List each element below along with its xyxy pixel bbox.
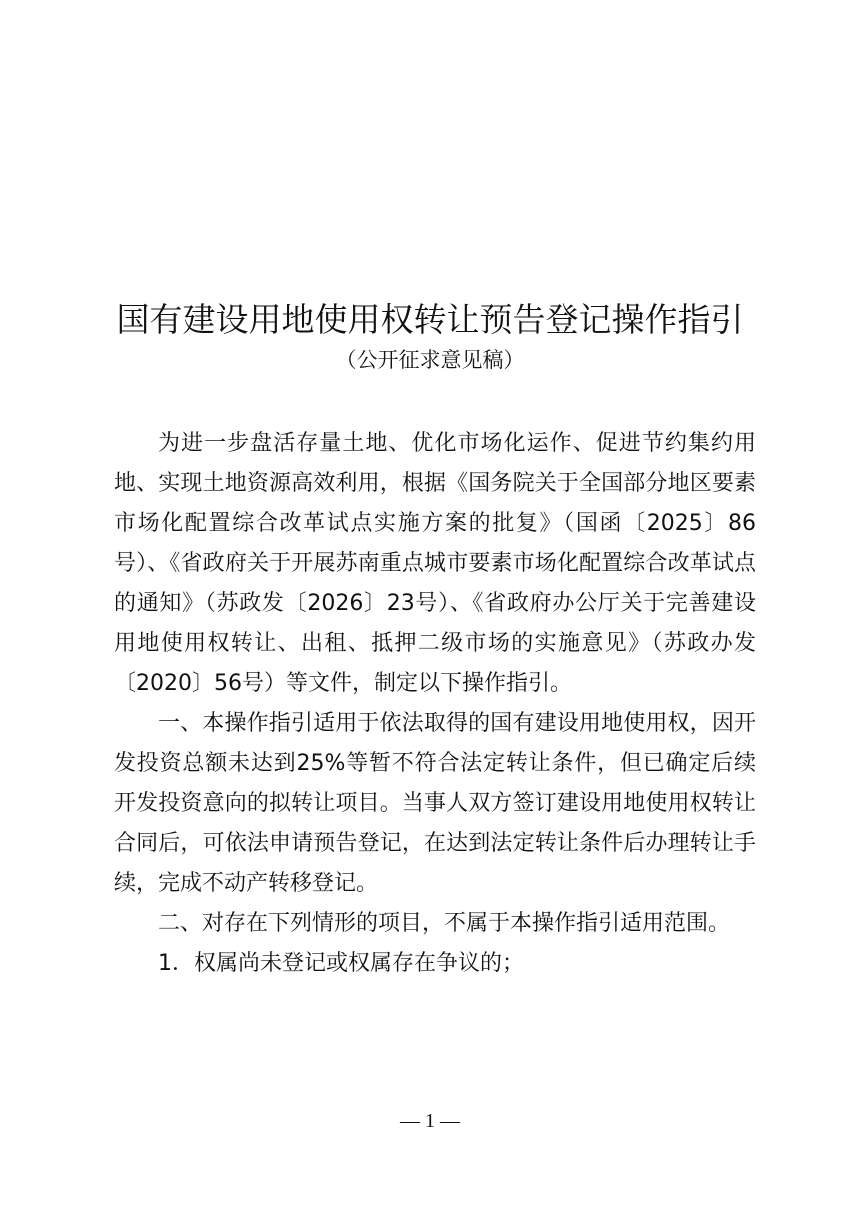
document-title: 国有建设用地使用权转让预告登记操作指引 — [116, 300, 744, 339]
paragraph-article-2: 二、对存在下列情形的项目，不属于本操作指引适用范围。 — [158, 911, 731, 936]
page-number: — 1 — — [400, 1110, 460, 1132]
document-subtitle: （公开征求意见稿） — [335, 348, 525, 372]
paragraph-preamble: 为进一步盘活存量土地、优化市场化运作、促进节约集约用地、实现土地资源高效利用，根据《国务院关于全国部分地区要素市场化配置综合改革试点实施方案的批复》（国函〔2025〕86号）、《省政府关于开展苏南重点城市要素市场化配置综合改革试点的通知》（苏政发〔2026〕23号）、《省政府办公厅关于完善建设用地使用权转让、出租、抵押二级市场的实施意见》（苏政办发〔2020〕56号）等文件，制定以下操作指引。 — [114, 431, 757, 696]
paragraph-article-1: 一、本操作指引适用于依法取得的国有建设用地使用权，因开发投资总额未达到25%等暂不符合法定转让条件，但已确定后续开发投资意向的拟转让项目。当事人双方签订建设用地使用权转让合同后，可依法申请预告登记，在达到法定转让条件后办理转让手续，完成不动产转移登记。 — [114, 711, 756, 896]
document-body — [114, 424, 756, 984]
paragraph-item-1: 1．权属尚未登记或权属存在争议的； — [158, 951, 524, 976]
